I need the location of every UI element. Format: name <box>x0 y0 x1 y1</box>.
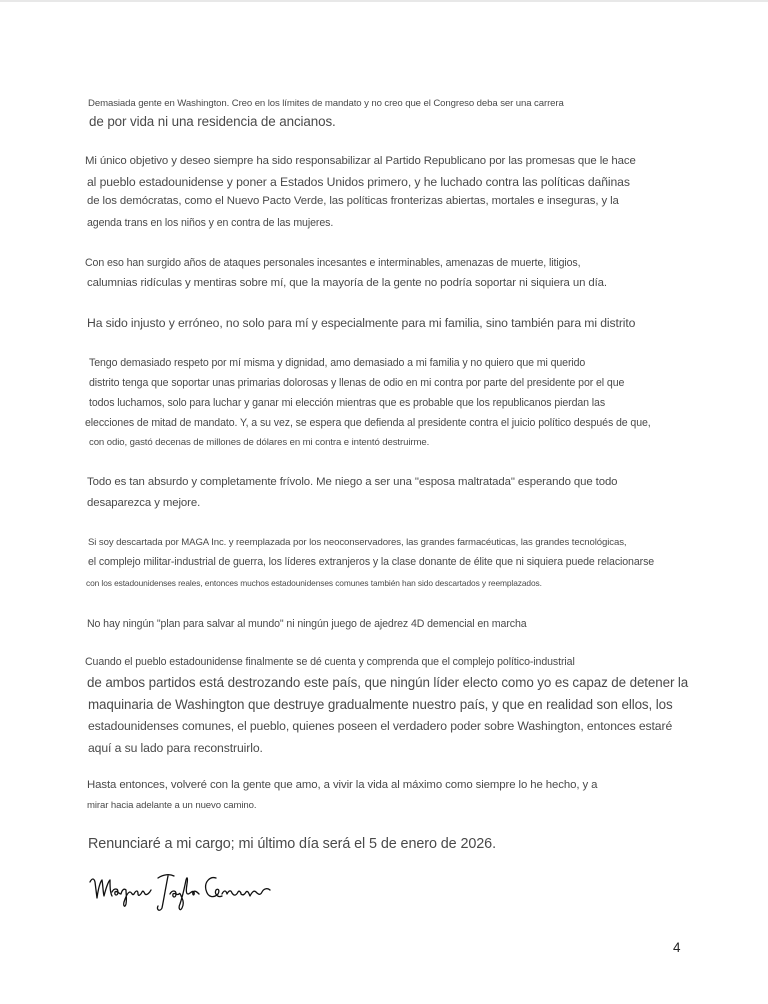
text-line: No hay ningún "plan para salvar al mundo" ni ningún juego de ajedrez 4D demencial en marcha <box>87 618 527 630</box>
text-line: al pueblo estadounidense y poner a Estados Unidos primero, y he luchado contra las políticas dañinas <box>87 175 630 189</box>
text-line: de ambos partidos está destrozando este país, que ningún líder electo como yo es capaz de detener la <box>87 675 689 690</box>
text-line: Con eso han surgido años de ataques personales incesantes e interminables, amenazas de muerte, litigios, <box>85 257 581 269</box>
text-line: Hasta entonces, volveré con la gente que amo, a vivir la vida al máximo como siempre lo he hecho, y a <box>87 779 598 791</box>
text-line: estadounidenses comunes, el pueblo, quienes poseen el verdadero poder sobre Washington, entonces estaré <box>88 719 673 733</box>
text-line: maquinaria de Washington que destruye gradualmente nuestro país, y que en realidad son ellos, los <box>88 697 673 712</box>
page-number: 4 <box>673 940 681 955</box>
text-line: Demasiada gente en Washington. Creo en los límites de mandato y no creo que el Congreso deba ser una carrera <box>88 98 564 109</box>
text-line: de por vida ni una residencia de ancianos. <box>89 114 336 129</box>
text-line: Si soy descartada por MAGA Inc. y reemplazada por los neoconservadores, las grandes farmacéuticas, las grandes tecnológicas, <box>88 537 627 548</box>
text-line: elecciones de mitad de mandato. Y, a su vez, se espera que defienda al presidente contra el juicio político después de que, <box>85 417 651 429</box>
text-line: agenda trans en los niños y en contra de las mujeres. <box>87 217 334 229</box>
top-border <box>0 0 768 2</box>
resignation-line: Renunciaré a mi cargo; mi último día será el 5 de enero de 2026. <box>88 836 496 852</box>
text-line: Ha sido injusto y erróneo, no solo para mí y especialmente para mi familia, sino también para mi distrito <box>87 316 636 330</box>
text-line: Mi único objetivo y deseo siempre ha sido responsabilizar al Partido Republicano por las promesas que le hace <box>85 155 636 167</box>
text-line: con los estadounidenses reales, entonces muchos estadounidenses comunes también han sido descartados y reemplazados. <box>86 578 542 588</box>
text-line: Cuando el pueblo estadounidense finalmente se dé cuenta y comprenda que el complejo político-industrial <box>85 656 575 668</box>
text-line: desaparezca y mejore. <box>87 497 201 509</box>
text-line: aquí a su lado para reconstruirlo. <box>88 741 263 755</box>
text-line: todos luchamos, solo para luchar y ganar mi elección mientras que es probable que los republicanos pierdan las <box>89 397 606 409</box>
text-line: mirar hacia adelante a un nuevo camino. <box>87 800 257 811</box>
text-line: de los demócratas, como el Nuevo Pacto Verde, las políticas fronterizas abiertas, mortales e inseguras, y la <box>87 195 619 207</box>
text-line: Todo es tan absurdo y completamente frívolo. Me niego a ser una "esposa maltratada" esperando que todo <box>87 476 618 488</box>
text-line: con odio, gastó decenas de millones de dólares en mi contra e intentó destruirme. <box>89 437 430 448</box>
signature <box>88 868 278 914</box>
text-line: distrito tenga que soportar unas primarias dolorosas y llenas de odio en mi contra por parte del presidente por el que <box>89 377 625 389</box>
text-line: calumnias ridículas y mentiras sobre mí, que la mayoría de la gente no podría soportar ni siquiera un día. <box>87 277 607 289</box>
text-line: Tengo demasiado respeto por mí misma y dignidad, amo demasiado a mi familia y no quiero que mi querido <box>89 357 586 369</box>
text-line: el complejo militar-industrial de guerra, los líderes extranjeros y la clase donante de élite que ni siquiera puede relacionarse <box>88 556 655 568</box>
